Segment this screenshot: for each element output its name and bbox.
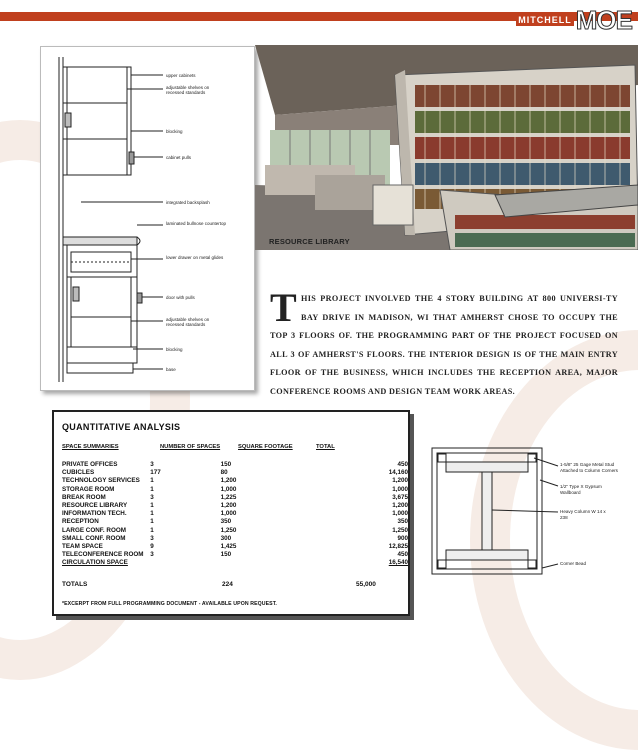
project-description xyxy=(270,285,618,401)
totals-label: TOTALS xyxy=(62,580,88,588)
table-row xyxy=(62,551,408,559)
detail-label: adjustable shelves on recessed standards xyxy=(166,85,210,95)
space-count-cell: 1 xyxy=(150,510,154,518)
space-count-cell: 1 xyxy=(150,518,154,526)
brand-large-text: MOE xyxy=(575,5,632,35)
column-label: Heavy Column W 14 x 238 xyxy=(560,509,606,520)
spacer-cell xyxy=(291,510,354,518)
total-cell: 1,250 xyxy=(392,526,408,534)
total-cell: 14,160 xyxy=(388,469,408,477)
table-row xyxy=(62,469,408,477)
spacer-cell xyxy=(291,559,354,567)
space-name-cell: STORAGE ROOM xyxy=(62,485,115,493)
spacer-cell xyxy=(291,477,354,485)
space-name-cell: SMALL CONF. ROOM xyxy=(62,534,126,542)
square-footage-cell: 150 xyxy=(220,551,232,559)
space-name-cell: BREAK ROOM xyxy=(62,493,106,501)
resource-library-illustration xyxy=(255,45,638,250)
spacer-cell xyxy=(291,527,354,535)
detail-label: blocking xyxy=(166,347,183,352)
total-cell: 1,000 xyxy=(392,485,408,493)
total-cell: 450 xyxy=(397,461,408,468)
column-label: 1-5/8" 25 Gage Metal Stud Attached to Column Corners xyxy=(560,462,618,473)
table-row xyxy=(62,477,408,485)
space-name-cell: RECEPTION xyxy=(62,518,99,526)
library-rendering-svg xyxy=(255,45,638,250)
space-name-cell: TEAM SPACE xyxy=(62,543,103,551)
square-footage-cell: 1,000 xyxy=(220,510,237,518)
total-cell: 12,825 xyxy=(388,543,408,551)
detail-label: lower drawer on metal glides xyxy=(166,255,224,260)
spacer-cell xyxy=(291,469,354,477)
spacer-cell xyxy=(291,543,354,551)
spacer-cell xyxy=(291,535,354,543)
spacer-cell xyxy=(291,502,354,510)
total-cell: 1,200 xyxy=(392,502,408,510)
quantitative-analysis-table xyxy=(52,410,410,616)
space-name-cell: CIRCULATION SPACE xyxy=(62,559,128,567)
square-footage-cell: 1,250 xyxy=(220,526,237,534)
space-count-cell: 9 xyxy=(150,543,154,551)
spacer-cell xyxy=(291,494,354,502)
total-cell: 450 xyxy=(397,551,408,559)
table-row xyxy=(62,518,408,526)
millwork-section-svg xyxy=(41,47,256,392)
space-count-cell: 3 xyxy=(150,551,154,559)
space-name-cell: TELECONFERENCE ROOM xyxy=(62,551,144,559)
square-footage-cell xyxy=(221,559,291,567)
spacer-cell xyxy=(291,461,354,469)
brand-small-text: MITCHELL xyxy=(518,15,572,25)
space-count-cell: 177 xyxy=(150,469,161,477)
detail-label: upper cabinets xyxy=(166,73,196,78)
millwork-detail-drawing xyxy=(40,46,255,391)
detail-label: cabinet pulls xyxy=(166,155,192,160)
total-cell: 900 xyxy=(397,534,408,542)
square-footage-cell: 300 xyxy=(220,534,232,542)
space-count-cell: 1 xyxy=(150,502,154,510)
table-row xyxy=(62,502,408,510)
description-text: HIS PROJECT INVOLVED THE 4 STORY BUILDING AT 800 UNIVERSI-TY BAY DRIVE IN MADISON, WI THAT AMHERST CHOSE TO OCCUPY THE TOP 3 FLOORS OF. THE PROGRAMMING PART OF THE PROJECT FOCUSED ON ALL 3 OF AMHERST'S FLOORS. THE INTERIOR DESIGN IS OF THE MAIN ENTRY FLOOR OF THE BUSINESS, WHICH INCLUDES THE RECEPTION AREA, MAJOR CONFERENCE ROOMS AND DESIGN TEAM WORK AREAS. xyxy=(270,294,618,396)
header-number-of-spaces: NUMBER OF SPACES xyxy=(160,444,221,450)
space-count-cell: 1 xyxy=(150,477,154,485)
table-title: QUANTITATIVE ANALYSIS xyxy=(62,422,181,432)
space-count-cell: 1 xyxy=(150,485,154,493)
space-count-cell: 1 xyxy=(150,526,154,534)
space-count-cell: 3 xyxy=(150,461,154,468)
space-name-cell: RESOURCE LIBRARY xyxy=(62,502,128,510)
table-row xyxy=(62,559,408,567)
total-cell: 3,675 xyxy=(392,493,408,501)
total-cell: 1,200 xyxy=(392,477,408,485)
square-footage-cell: 150 xyxy=(220,461,232,468)
square-footage-cell: 1,425 xyxy=(220,543,237,551)
detail-label: base xyxy=(166,367,176,372)
table-row xyxy=(62,527,408,535)
table-row xyxy=(62,543,408,551)
detail-label: laminated bullnose countertop xyxy=(166,221,227,226)
square-footage-cell: 80 xyxy=(220,469,228,477)
total-cell: 16,540 xyxy=(388,559,408,567)
table-header-row xyxy=(62,444,408,450)
spacer-cell xyxy=(291,518,354,526)
detail-label: integrated backsplash xyxy=(166,200,210,205)
table-row xyxy=(62,461,408,469)
space-count-cell: 3 xyxy=(150,493,154,501)
space-name-cell: INFORMATION TECH. xyxy=(62,510,127,518)
space-name-cell: TECHNOLOGY SERVICES xyxy=(62,477,140,485)
table-row xyxy=(62,486,408,494)
table-row xyxy=(62,535,408,543)
detail-label: door with pulls xyxy=(166,295,195,300)
square-footage-cell: 1,225 xyxy=(220,493,237,501)
square-footage-cell: 1,200 xyxy=(220,502,237,510)
space-name-cell: CUBICLES xyxy=(62,469,95,477)
square-footage-cell: 1,000 xyxy=(220,485,237,493)
library-caption: RESOURCE LIBRARY xyxy=(269,237,350,246)
square-footage-cell: 1,200 xyxy=(220,477,237,485)
column-label: 1/2" Type X Gypsum Wallboard xyxy=(560,484,602,495)
totals-row xyxy=(62,581,408,588)
table-row xyxy=(62,510,408,518)
totals-count: 224 xyxy=(222,580,233,588)
space-name-cell: LARGE CONF. ROOM xyxy=(62,526,127,534)
column-section-drawing xyxy=(424,440,634,590)
detail-label: adjustable shelves on recessed standards xyxy=(166,317,210,327)
detail-label: blocking xyxy=(166,129,183,134)
header-square-footage: SQUARE FOOTAGE xyxy=(238,444,293,450)
totals-value: 55,000 xyxy=(356,580,376,588)
table-body xyxy=(62,461,408,568)
space-count-cell: 3 xyxy=(150,534,154,542)
footnote: *EXCERPT FROM FULL PROGRAMMING DOCUMENT - AVAILABLE UPON REQUEST. xyxy=(62,600,277,607)
spacer-cell xyxy=(291,486,354,494)
header-space-summaries: SPACE SUMMARIES xyxy=(62,444,119,450)
column-label: Corner Bead xyxy=(560,561,587,566)
space-count-cell xyxy=(150,559,220,567)
brand-logo xyxy=(516,4,632,35)
total-cell: 350 xyxy=(397,518,408,526)
table-row xyxy=(62,494,408,502)
square-footage-cell: 350 xyxy=(220,518,232,526)
header-total: TOTAL xyxy=(316,444,335,450)
spacer-cell xyxy=(291,551,354,559)
space-name-cell: PRIVATE OFFICES xyxy=(62,461,118,468)
total-cell: 1,000 xyxy=(392,510,408,518)
dropcap-letter: T xyxy=(270,285,298,330)
